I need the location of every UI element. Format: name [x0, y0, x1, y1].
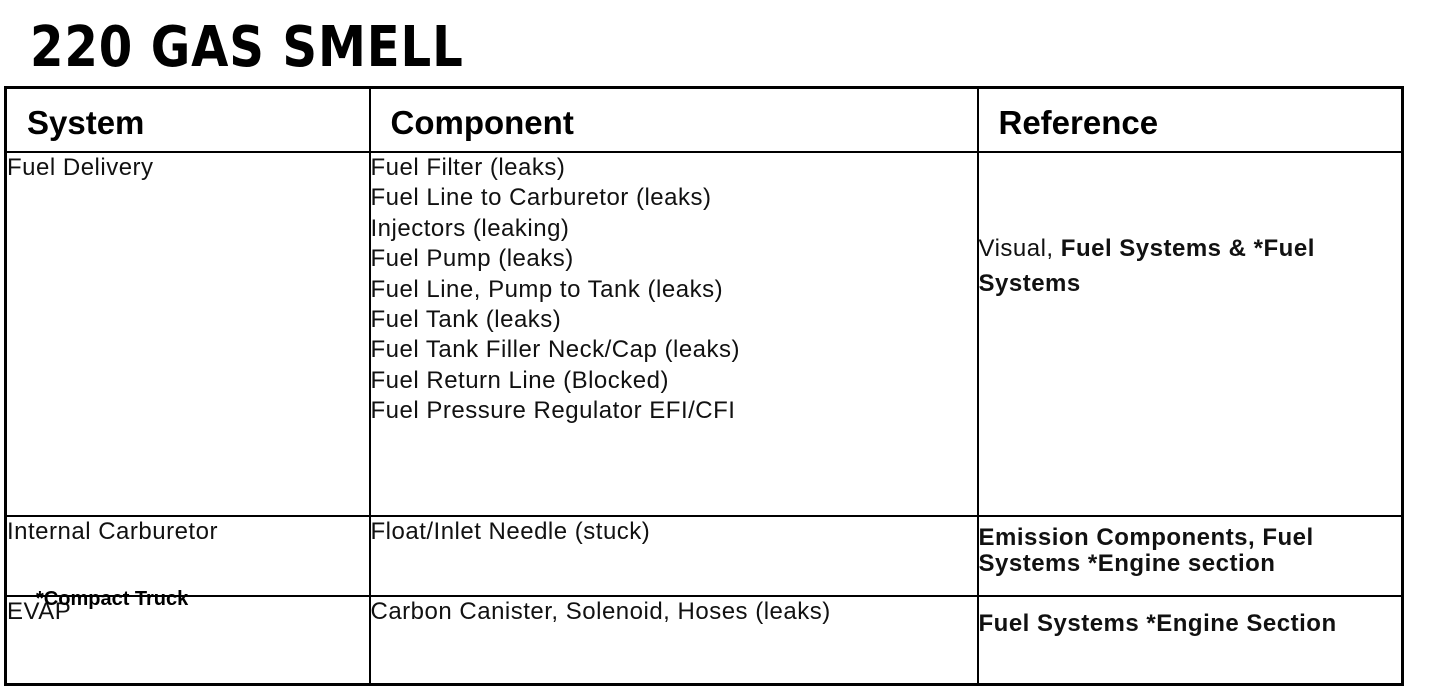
- component-cell: [370, 596, 978, 685]
- component-item: Fuel Pump (leaks): [370, 245, 574, 273]
- component-cell: [370, 152, 978, 516]
- component-item: Fuel Tank (leaks): [370, 306, 562, 334]
- page-title: 220 GAS SMELL: [30, 15, 464, 80]
- system-cell: Fuel Delivery: [6, 152, 370, 516]
- component-item: Injectors (leaking): [370, 214, 570, 242]
- table-row: [6, 596, 1403, 685]
- footnote: *Compact Truck: [36, 588, 189, 610]
- component-cell: [370, 516, 978, 596]
- system-cell: EVAP: [6, 596, 370, 685]
- diagnosis-table: [4, 86, 1404, 686]
- reference-bold-text: Fuel Systems *Engine Section: [978, 610, 1337, 637]
- header-reference: Reference: [978, 88, 1403, 153]
- reference-cell: [978, 516, 1403, 596]
- component-item: Float/Inlet Needle (stuck): [370, 518, 651, 545]
- header-row: [6, 88, 1403, 153]
- table-row: [6, 152, 1403, 516]
- header-component: Component: [370, 88, 978, 153]
- component-item: Carbon Canister, Solenoid, Hoses (leaks): [370, 598, 831, 625]
- component-item: Fuel Tank Filler Neck/Cap (leaks): [370, 336, 741, 364]
- component-item: Fuel Filter (leaks): [370, 154, 566, 181]
- reference-plain-text: Visual,: [978, 235, 1061, 262]
- reference-cell: [978, 596, 1403, 685]
- component-item: Fuel Return Line (Blocked): [370, 366, 669, 394]
- reference-bold-text: Emission Components, Fuel Systems *Engine section: [978, 524, 1314, 577]
- header-system: System: [6, 88, 370, 153]
- component-item: Fuel Pressure Regulator EFI/CFI: [370, 397, 736, 425]
- system-cell: Internal Carburetor: [6, 516, 370, 596]
- reference-cell: [978, 152, 1403, 516]
- table-row: [6, 516, 1403, 596]
- reference-bold-text: Fuel Systems & *Fuel Systems: [978, 235, 1315, 297]
- component-item: Fuel Line to Carburetor (leaks): [370, 184, 712, 212]
- component-item: Fuel Line, Pump to Tank (leaks): [370, 275, 724, 303]
